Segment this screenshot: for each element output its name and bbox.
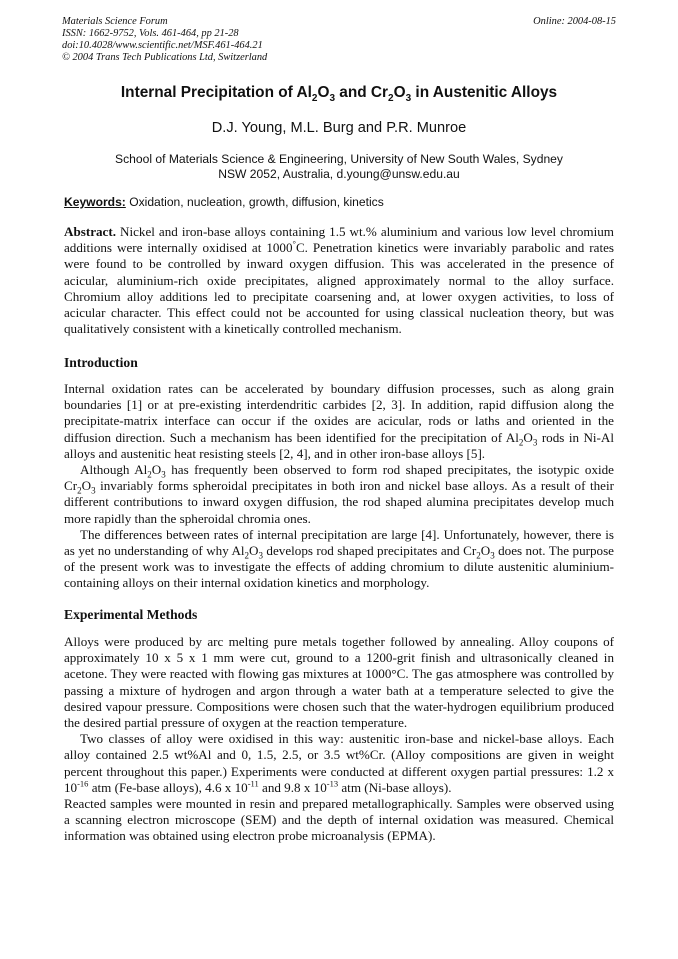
copyright: © 2004 Trans Tech Publications Ltd, Switzerland bbox=[62, 52, 268, 63]
journal-header bbox=[62, 16, 616, 64]
affiliation-line-1: School of Materials Science & Engineering, University of New South Wales, Sydney bbox=[115, 152, 563, 166]
methods-paragraph-3: Reacted samples were mounted in resin and prepared metallographically. Samples were observed using a scanning electron microscope (SEM) and the depth of internal oxidation was measured. Chemical information was obtained using electron probe microanalysis (EPMA). bbox=[64, 796, 614, 844]
paper-title: Internal Precipitation of $Al_2O_3$ and $Cr_2O_3$ in Austenitic Alloys bbox=[120, 84, 558, 105]
methods-paragraph-2: Two classes of alloy were oxidised in this way: austenitic iron-base and nickel-base alloys. Each alloy contained 2.5 wt%Al and 0, 1.5, 2.5, or 3.5 wt%Cr. (Alloy compositions are given in weight percent throughout this paper.) Experiments were conducted at different oxygen partial pressures: 1.2 x $10^{-16}$ atm (Fe-base alloys), 4.6 x $10^{-11}$ and 9.8 x $10^{-13}$ atm (Ni-base alloys). bbox=[64, 731, 614, 795]
intro-paragraph-1: Internal oxidation rates can be accelerated by boundary diffusion processes, such as along grain boundaries [1] or at pre-existing interdendritic carbides [2, 3]. In addition, rapid diffusion along the precipitate-matrix interface can occur if the oxides are acicular, rods or laths and oriented in the diffusion direction. Such a mechanism has been identified for the precipitation of $Al_2O_3$ rods in Ni-Al alloys and austenitic heat resisting steels [2, 4], and in other iron-base alloys [5]. bbox=[64, 381, 614, 461]
methods-body bbox=[64, 634, 614, 845]
methods-paragraph-1: Alloys were produced by arc melting pure metals together followed by annealing. Alloy coupons of approximately 10 x 5 x 1 mm were cut, ground to a 1200-grit finish and ultrasonically cleaned in acetone. They were reacted with flowing gas mixtures at 1000°C. The gas atmosphere was controlled by passing a mixture of hydrogen and argon through a water bath at a temperature selected to give the desired vapour pressure. Compositions were chosen such that the water-hydrogen equilibrium produced the desired partial pressure of oxygen at the reaction temperature. bbox=[64, 634, 614, 731]
journal-name: Materials Science Forum bbox=[62, 16, 168, 27]
abstract-label: Abstract. bbox=[64, 224, 116, 239]
methods-heading: Experimental Methods bbox=[64, 607, 198, 622]
affiliation bbox=[40, 152, 638, 182]
online-date: Online: 2004-08-15 bbox=[533, 16, 616, 27]
keywords bbox=[64, 195, 616, 209]
affiliation-line-2: NSW 2052, Australia, d.young@unsw.edu.au bbox=[218, 167, 460, 181]
doi: doi:10.4028/www.scientific.net/MSF.461-464.21 bbox=[62, 40, 263, 51]
keywords-text: Oxidation, nucleation, growth, diffusion, kinetics bbox=[125, 195, 384, 209]
intro-paragraph-2: Although $Al_2O_3$ has frequently been observed to form rod shaped precipitates, the isotypic oxide $Cr_2O_3$ invariably forms spheroidal precipitates in both iron and nickel base alloys. As a result of their different contributions to inward oxygen diffusion, the rod shaped alumina precipitates develop much more rapidly than the spheroidal chromia ones. bbox=[64, 462, 614, 526]
introduction-heading: Introduction bbox=[64, 355, 138, 370]
issn: ISSN: 1662-9752, Vols. 461-464, pp 21-28 bbox=[62, 28, 239, 39]
abstract: Abstract. Nickel and iron-base alloys containing 1.5 wt.% aluminium and various low level chromium additions were internally oxidised at 1000°C. Penetration kinetics were invariably parabolic and rates were found to be controlled by inward oxygen diffusion. This was accelerated in the presence of acicular, aluminium-rich oxide precipitates, aligned approximately normal to the alloy surface. Chromium alloy additions led to precipitate coarsening and, at lower oxygen activities, to loss of acicular character. This effect could not be accounted for using classical nucleation theory, but was qualitatively consistent with a kinetically controlled mechanism. bbox=[64, 224, 615, 337]
keywords-label: Keywords: bbox=[64, 195, 126, 209]
authors: D.J. Young, M.L. Burg and P.R. Munroe bbox=[211, 120, 467, 136]
introduction-body bbox=[64, 381, 614, 592]
intro-paragraph-3: The differences between rates of internal precipitation are large [4]. Unfortunately, however, there is as yet no understanding of why $Al_2O_3$ develops rod shaped precipitates and $Cr_2O_3$ does not. The purpose of the present work was to investigate the effects of adding chromium to dilute austenitic aluminium-containing alloys on their internal oxidation kinetics and morphology. bbox=[64, 526, 614, 591]
